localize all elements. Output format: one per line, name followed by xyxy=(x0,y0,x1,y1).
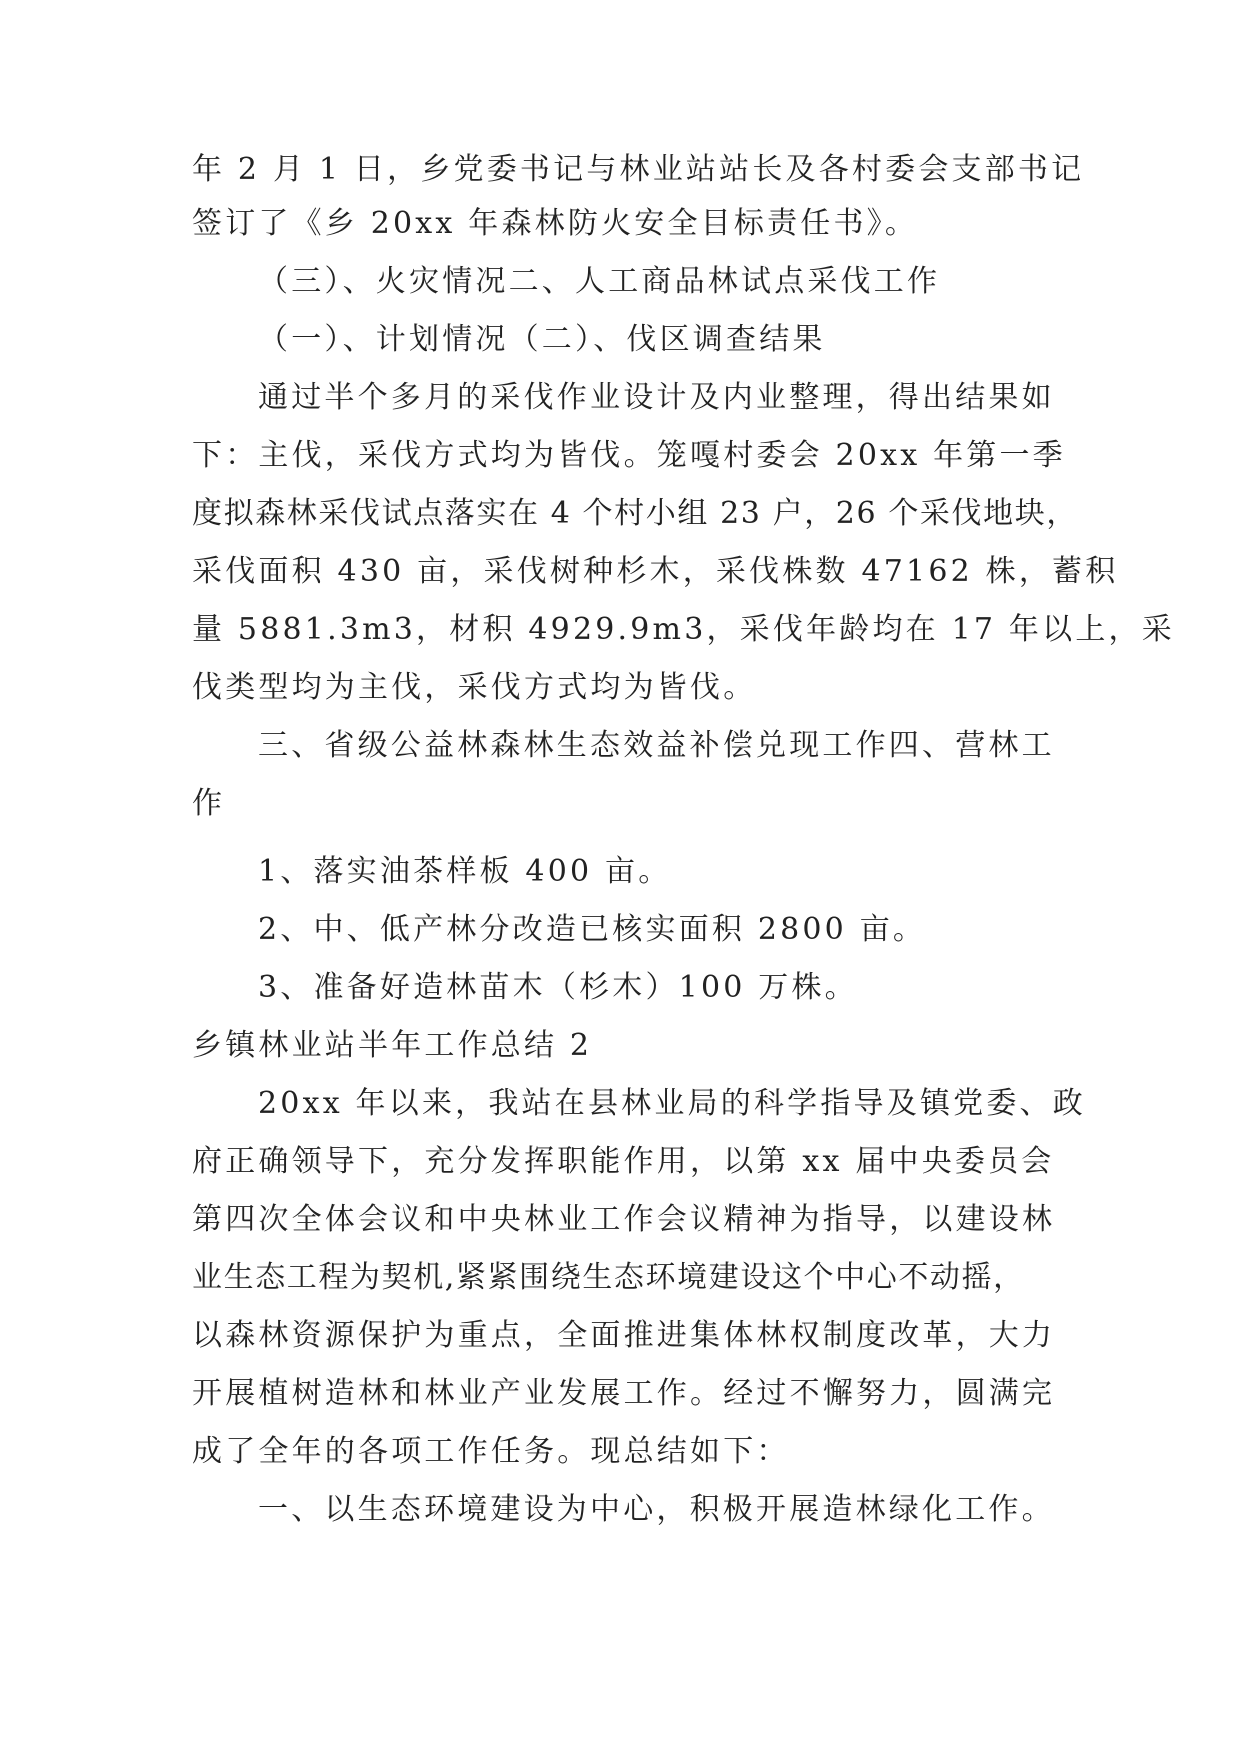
body-text-line: 通过半个多月的采伐作业设计及内业整理，得出结果如 xyxy=(258,380,1055,415)
body-text-line: 开展植树造林和林业产业发展工作。经过不懈努力，圆满完 xyxy=(192,1376,1056,1411)
document-title: 乡镇林业站半年工作总结 2 xyxy=(192,1028,593,1063)
body-text-line: 度拟森林采伐试点落实在 4 个村小组 23 户，26 个采伐地块， xyxy=(192,496,1078,531)
section-heading: 三、省级公益林森林生态效益补偿兑现工作四、营林工 xyxy=(258,728,1055,763)
body-text-line: 采伐面积 430 亩，采伐树种杉木，采伐株数 47162 株，蓄积 xyxy=(192,554,1119,589)
body-text-line: 量 5881.3m3，材积 4929.9m3，采伐年龄均在 17 年以上，采 xyxy=(192,612,1175,647)
body-text-line: 下：主伐，采伐方式均为皆伐。笼嘎村委会 20xx 年第一季 xyxy=(192,438,1066,473)
section-heading: （三）、火灾情况二、人工商品林试点采伐工作 xyxy=(258,264,941,299)
body-text-line: 伐类型均为主伐，采伐方式均为皆伐。 xyxy=(192,670,757,705)
body-text-line: 第四次全体会议和中央林业工作会议精神为指导，以建设林 xyxy=(192,1202,1056,1237)
body-text-line: 业生态工程为契机,紧紧围绕生态环境建设这个中心不动摇， xyxy=(192,1260,1025,1295)
list-item: 3、准备好造林苗木（杉木）100 万株。 xyxy=(258,970,858,1005)
body-text-line: 成了全年的各项工作任务。现总结如下： xyxy=(192,1434,790,1469)
section-heading: 一、以生态环境建设为中心，积极开展造林绿化工作。 xyxy=(258,1492,1055,1527)
body-text-line: 签订了《乡 20xx 年森林防火安全目标责任书》。 xyxy=(192,206,919,241)
section-heading: （一）、计划情况（二）、伐区调查结果 xyxy=(258,322,826,357)
body-text-line: 府正确领导下，充分发挥职能作用，以第 xx 届中央委员会 xyxy=(192,1144,1055,1179)
section-heading: 作 xyxy=(192,786,226,821)
body-text-line: 年 2 月 1 日，乡党委书记与林业站站长及各村委会支部书记 xyxy=(192,152,1085,187)
list-item: 1、落实油茶样板 400 亩。 xyxy=(258,854,672,889)
body-text-line: 20xx 年以来，我站在县林业局的科学指导及镇党委、政 xyxy=(258,1086,1086,1121)
list-item: 2、中、低产林分改造已核实面积 2800 亩。 xyxy=(258,912,927,947)
body-text-line: 以森林资源保护为重点，全面推进集体林权制度改革，大力 xyxy=(192,1318,1056,1353)
